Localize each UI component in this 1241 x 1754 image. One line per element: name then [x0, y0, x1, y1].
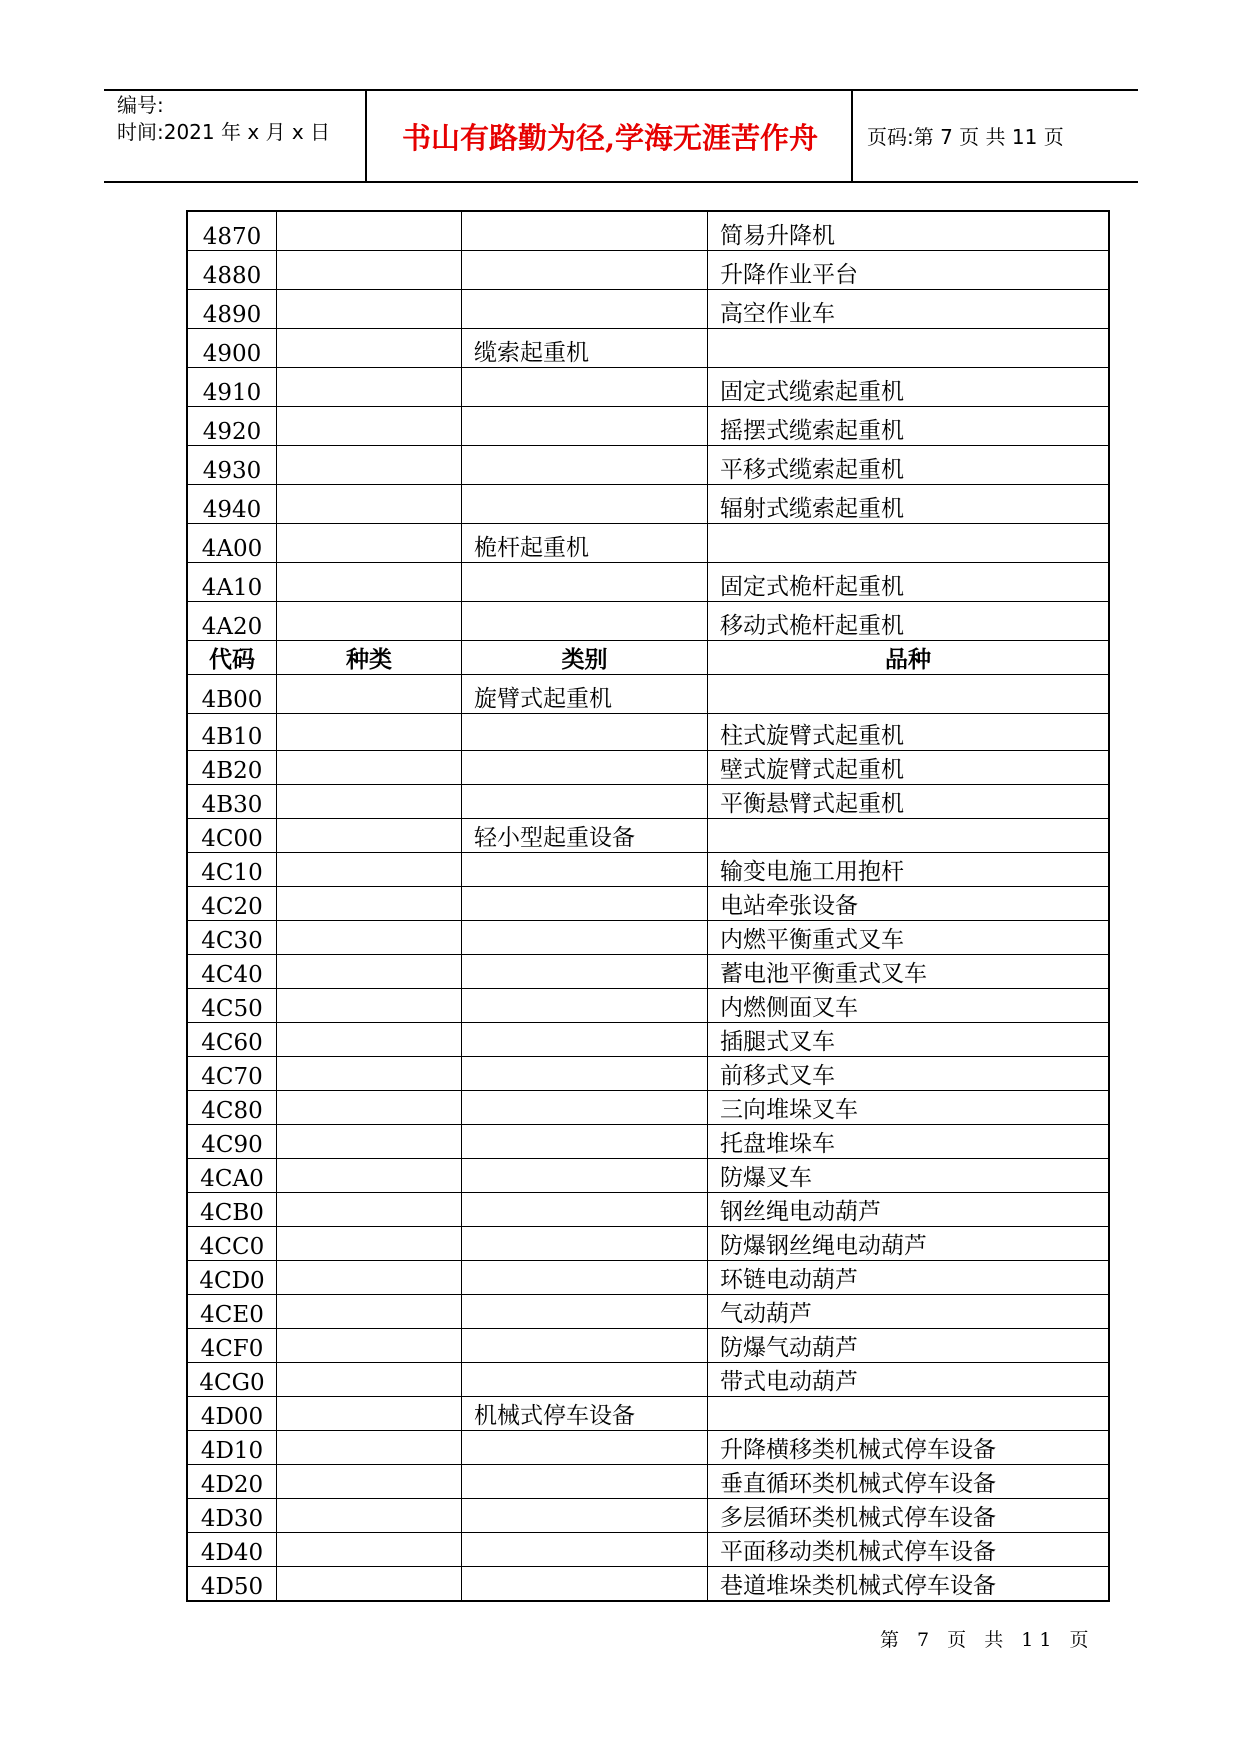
variety-cell: 摇摆式缆索起重机 [708, 406, 1110, 445]
kind-cell [277, 1532, 462, 1566]
variety-cell: 固定式缆索起重机 [708, 367, 1110, 406]
variety-cell [708, 523, 1110, 562]
variety-cell: 钢丝绳电动葫芦 [708, 1192, 1110, 1226]
table-row [187, 328, 1109, 367]
code-cell: 4CD0 [187, 1260, 277, 1294]
category-cell [462, 484, 708, 523]
table-row [187, 784, 1109, 818]
variety-cell: 巷道堆垛类机械式停车设备 [708, 1566, 1110, 1601]
table-row [187, 523, 1109, 562]
code-cell: 4CB0 [187, 1192, 277, 1226]
variety-cell: 防爆叉车 [708, 1158, 1110, 1192]
category-cell [462, 954, 708, 988]
kind-cell [277, 1090, 462, 1124]
variety-cell: 前移式叉车 [708, 1056, 1110, 1090]
category-cell: 轻小型起重设备 [462, 818, 708, 852]
table-row [187, 1532, 1109, 1566]
category-cell [462, 1328, 708, 1362]
code-cell: 4CC0 [187, 1226, 277, 1260]
kind-cell [277, 852, 462, 886]
table-row [187, 954, 1109, 988]
category-cell [462, 713, 708, 750]
code-cell: 4A20 [187, 601, 277, 640]
table-row [187, 1056, 1109, 1090]
code-cell: 4940 [187, 484, 277, 523]
category-cell [462, 1294, 708, 1328]
category-cell [462, 920, 708, 954]
code-cell: 4870 [187, 211, 277, 250]
variety-cell: 输变电施工用抱杆 [708, 852, 1110, 886]
kind-cell [277, 367, 462, 406]
page-footer: 第 7 页 共 11 页 [880, 1629, 1095, 1651]
variety-cell: 柱式旋臂式起重机 [708, 713, 1110, 750]
variety-cell [708, 674, 1110, 713]
variety-cell: 环链电动葫芦 [708, 1260, 1110, 1294]
code-cell: 4C10 [187, 852, 277, 886]
code-cell: 4B10 [187, 713, 277, 750]
category-cell: 缆索起重机 [462, 328, 708, 367]
category-cell [462, 406, 708, 445]
code-cell: 4D10 [187, 1430, 277, 1464]
kind-cell [277, 674, 462, 713]
code-cell: 4C70 [187, 1056, 277, 1090]
table-row [187, 1260, 1109, 1294]
category-cell [462, 1566, 708, 1601]
table-row [187, 1158, 1109, 1192]
kind-cell [277, 750, 462, 784]
code-cell: 4B00 [187, 674, 277, 713]
table-row [187, 601, 1109, 640]
category-cell: 旋臂式起重机 [462, 674, 708, 713]
table-row [187, 1396, 1109, 1430]
category-cell [462, 1090, 708, 1124]
kind-cell [277, 1464, 462, 1498]
kind-cell [277, 1430, 462, 1464]
category-cell: 桅杆起重机 [462, 523, 708, 562]
code-cell: 4C80 [187, 1090, 277, 1124]
variety-cell: 平移式缆索起重机 [708, 445, 1110, 484]
table-row [187, 1464, 1109, 1498]
category-cell [462, 1056, 708, 1090]
column-header-category: 类别 [462, 640, 708, 674]
code-cell: 4C40 [187, 954, 277, 988]
code-cell: 4C30 [187, 920, 277, 954]
category-cell [462, 784, 708, 818]
column-header-code: 代码 [187, 640, 277, 674]
kind-cell [277, 886, 462, 920]
header-divider-right [851, 89, 853, 182]
table-header-body [187, 640, 1109, 674]
code-cell: 4C60 [187, 1022, 277, 1056]
header-page-number: 页码:第 7 页 共 11 页 [867, 125, 1064, 149]
category-cell [462, 1362, 708, 1396]
kind-cell [277, 920, 462, 954]
table-row [187, 1362, 1109, 1396]
kind-cell [277, 713, 462, 750]
code-cell: 4CA0 [187, 1158, 277, 1192]
variety-cell: 垂直循环类机械式停车设备 [708, 1464, 1110, 1498]
code-cell: 4D20 [187, 1464, 277, 1498]
table-row [187, 1498, 1109, 1532]
code-cell: 4D00 [187, 1396, 277, 1430]
variety-cell: 升降作业平台 [708, 250, 1110, 289]
kind-cell [277, 523, 462, 562]
variety-cell: 壁式旋臂式起重机 [708, 750, 1110, 784]
kind-cell [277, 954, 462, 988]
variety-cell: 内燃平衡重式叉车 [708, 920, 1110, 954]
table-row [187, 211, 1109, 250]
variety-cell: 三向堆垛叉车 [708, 1090, 1110, 1124]
code-cell: 4D50 [187, 1566, 277, 1601]
header-divider-left [365, 89, 367, 182]
code-cell: 4900 [187, 328, 277, 367]
kind-cell [277, 1396, 462, 1430]
kind-cell [277, 1056, 462, 1090]
kind-cell [277, 484, 462, 523]
table-row [187, 406, 1109, 445]
kind-cell [277, 1124, 462, 1158]
variety-cell: 简易升降机 [708, 211, 1110, 250]
table-row [187, 289, 1109, 328]
table-row [187, 818, 1109, 852]
table-row [187, 1192, 1109, 1226]
variety-cell [708, 818, 1110, 852]
code-cell: 4B30 [187, 784, 277, 818]
variety-cell: 带式电动葫芦 [708, 1362, 1110, 1396]
header-motto: 书山有路勤为径,学海无涯苦作舟 [401, 121, 819, 155]
variety-cell: 固定式桅杆起重机 [708, 562, 1110, 601]
category-cell [462, 289, 708, 328]
category-cell [462, 250, 708, 289]
variety-cell: 蓄电池平衡重式叉车 [708, 954, 1110, 988]
code-cell: 4910 [187, 367, 277, 406]
code-cell: 4C50 [187, 988, 277, 1022]
kind-cell [277, 601, 462, 640]
variety-cell: 平面移动类机械式停车设备 [708, 1532, 1110, 1566]
kind-cell [277, 988, 462, 1022]
variety-cell: 升降横移类机械式停车设备 [708, 1430, 1110, 1464]
variety-cell: 气动葫芦 [708, 1294, 1110, 1328]
category-cell [462, 1158, 708, 1192]
table-row [187, 484, 1109, 523]
code-cell: 4C00 [187, 818, 277, 852]
category-cell [462, 750, 708, 784]
column-header-variety: 品种 [708, 640, 1110, 674]
kind-cell [277, 1158, 462, 1192]
variety-cell: 插腿式叉车 [708, 1022, 1110, 1056]
variety-cell: 托盘堆垛车 [708, 1124, 1110, 1158]
kind-cell [277, 211, 462, 250]
code-cell: 4CG0 [187, 1362, 277, 1396]
category-cell [462, 1124, 708, 1158]
variety-cell: 防爆气动葫芦 [708, 1328, 1110, 1362]
kind-cell [277, 1226, 462, 1260]
variety-cell: 高空作业车 [708, 289, 1110, 328]
kind-cell [277, 250, 462, 289]
kind-cell [277, 784, 462, 818]
category-cell [462, 1260, 708, 1294]
table-row [187, 674, 1109, 713]
table-row [187, 886, 1109, 920]
table-body-upper [187, 211, 1109, 640]
kind-cell [277, 818, 462, 852]
kind-cell [277, 328, 462, 367]
variety-cell: 辐射式缆索起重机 [708, 484, 1110, 523]
variety-cell: 平衡悬臂式起重机 [708, 784, 1110, 818]
category-cell [462, 1226, 708, 1260]
table-row [187, 1566, 1109, 1601]
category-cell [462, 1430, 708, 1464]
category-cell [462, 988, 708, 1022]
code-cell: 4C20 [187, 886, 277, 920]
document-number-label: 编号: [117, 93, 164, 117]
table-row [187, 1226, 1109, 1260]
category-cell [462, 367, 708, 406]
variety-cell: 移动式桅杆起重机 [708, 601, 1110, 640]
category-cell [462, 211, 708, 250]
table-row [187, 852, 1109, 886]
header-top-rule [104, 89, 1138, 91]
category-cell [462, 886, 708, 920]
table-row [187, 1430, 1109, 1464]
kind-cell [277, 1192, 462, 1226]
kind-cell [277, 289, 462, 328]
category-cell [462, 1022, 708, 1056]
variety-cell: 防爆钢丝绳电动葫芦 [708, 1226, 1110, 1260]
document-time-label: 时间:2021 年 x 月 x 日 [117, 120, 331, 144]
code-cell: 4CE0 [187, 1294, 277, 1328]
table-row [187, 1022, 1109, 1056]
table-row [187, 1294, 1109, 1328]
code-cell: 4930 [187, 445, 277, 484]
table-row [187, 367, 1109, 406]
table-row [187, 1090, 1109, 1124]
category-cell [462, 1498, 708, 1532]
kind-cell [277, 1328, 462, 1362]
code-cell: 4D30 [187, 1498, 277, 1532]
variety-cell [708, 328, 1110, 367]
header-bottom-rule [104, 181, 1138, 183]
kind-cell [277, 1498, 462, 1532]
variety-cell: 内燃侧面叉车 [708, 988, 1110, 1022]
variety-cell: 多层循环类机械式停车设备 [708, 1498, 1110, 1532]
column-header-kind: 种类 [277, 640, 462, 674]
equipment-code-table [186, 210, 1110, 1602]
table-row [187, 1328, 1109, 1362]
code-cell: 4D40 [187, 1532, 277, 1566]
category-cell [462, 562, 708, 601]
table-body-lower [187, 674, 1109, 1601]
table-row [187, 988, 1109, 1022]
table-header-row [187, 640, 1109, 674]
variety-cell [708, 1396, 1110, 1430]
category-cell [462, 852, 708, 886]
table-row [187, 445, 1109, 484]
category-cell [462, 445, 708, 484]
code-cell: 4C90 [187, 1124, 277, 1158]
kind-cell [277, 1294, 462, 1328]
kind-cell [277, 562, 462, 601]
category-cell [462, 1532, 708, 1566]
code-cell: 4A10 [187, 562, 277, 601]
table-row [187, 920, 1109, 954]
code-cell: 4CF0 [187, 1328, 277, 1362]
kind-cell [277, 1362, 462, 1396]
code-cell: 4920 [187, 406, 277, 445]
table-row [187, 250, 1109, 289]
code-cell: 4890 [187, 289, 277, 328]
kind-cell [277, 1260, 462, 1294]
category-cell [462, 601, 708, 640]
category-cell [462, 1192, 708, 1226]
table-row [187, 750, 1109, 784]
table-row [187, 562, 1109, 601]
variety-cell: 电站牵张设备 [708, 886, 1110, 920]
category-cell [462, 1464, 708, 1498]
kind-cell [277, 406, 462, 445]
category-cell: 机械式停车设备 [462, 1396, 708, 1430]
kind-cell [277, 445, 462, 484]
code-cell: 4880 [187, 250, 277, 289]
code-cell: 4B20 [187, 750, 277, 784]
code-cell: 4A00 [187, 523, 277, 562]
table-row [187, 713, 1109, 750]
table-row [187, 1124, 1109, 1158]
kind-cell [277, 1022, 462, 1056]
kind-cell [277, 1566, 462, 1601]
